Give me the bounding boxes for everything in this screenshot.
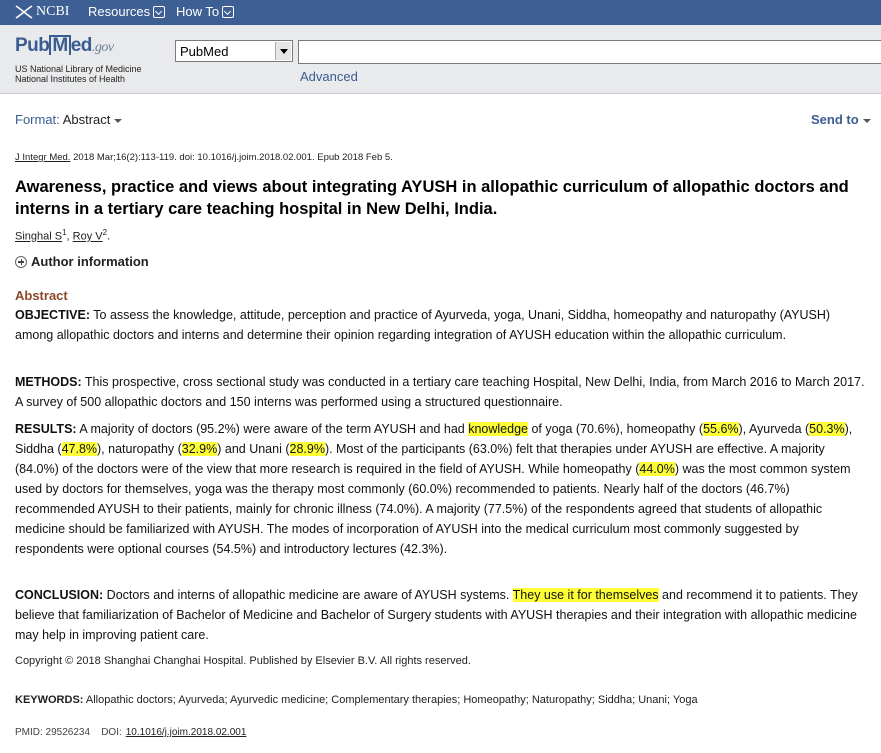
author-information-label: Author information bbox=[31, 254, 149, 269]
results-text: A majority of doctors (95.2%) were aware of the term AYUSH and had bbox=[76, 422, 469, 436]
objective-label: OBJECTIVE: bbox=[15, 308, 91, 322]
article-identifiers bbox=[15, 727, 246, 738]
pubmed-logo[interactable] bbox=[15, 35, 114, 57]
highlight: 28.9% bbox=[289, 442, 325, 456]
format-label: Format: bbox=[15, 112, 60, 127]
author-link-2[interactable]: Roy V bbox=[72, 230, 103, 243]
database-select[interactable] bbox=[175, 40, 293, 62]
send-to-label: Send to bbox=[811, 112, 859, 127]
ncbi-logo-text: NCBI bbox=[36, 4, 70, 19]
doi-link[interactable]: 10.1016/j.joim.2018.02.001 bbox=[125, 727, 247, 738]
results-text: ), Siddha ( bbox=[15, 422, 853, 456]
database-select-value: PubMed bbox=[180, 44, 229, 59]
citation-line bbox=[15, 152, 393, 163]
format-value: Abstract bbox=[62, 112, 111, 127]
caret-down-icon bbox=[114, 119, 122, 123]
conclusion-text: and recommend it to patients. They believe that familiarization of Bachelor of Medicine and Bachelor of Surgery students with AYUSH therapies and their integration with allopathic medicine may help in improving patient care. bbox=[15, 588, 858, 642]
resources-label: Resources bbox=[88, 4, 151, 19]
conclusion-label: CONCLUSION: bbox=[15, 588, 104, 602]
abstract-methods bbox=[15, 372, 865, 412]
conclusion-text: Doctors and interns of allopathic medicine are aware of AYUSH systems. bbox=[103, 588, 513, 602]
caret-down-icon bbox=[863, 119, 871, 123]
highlight: 50.3% bbox=[809, 422, 845, 436]
abstract-results bbox=[15, 419, 865, 559]
author-list: Singhal $S^1$, Roy $V^2$. bbox=[15, 228, 111, 243]
highlight: 32.9% bbox=[181, 442, 218, 456]
highlight: 44.0% bbox=[639, 462, 675, 476]
article-title: Awareness, practice and views about integrating AYUSH in allopathic curriculum of allopathic doctors and interns in a tertiary care teaching hospital in New Delhi, India. bbox=[15, 178, 849, 218]
pubmed-header bbox=[0, 25, 881, 94]
highlight: 47.8% bbox=[61, 442, 98, 456]
nlm-caption bbox=[15, 64, 142, 84]
advanced-link[interactable]: Advanced bbox=[300, 69, 358, 84]
citation-details: 2018 Mar;16(2):113-119. doi: 10.1016/j.joim.2018.02.001. Epub 2018 Feb 5. bbox=[70, 152, 393, 163]
search-input[interactable] bbox=[298, 40, 881, 64]
chevron-down-icon bbox=[153, 6, 165, 18]
results-text: ). Most of the participants (63.0%) felt that therapies under AYUSH are effective. A majority (84.0%) of the doctors were of the view that more research is required in the field of AYUSH. While homeopathy ( bbox=[15, 442, 825, 476]
logo-m: M bbox=[49, 35, 70, 55]
abstract-objective bbox=[15, 305, 865, 345]
keywords-label: KEYWORDS: bbox=[15, 694, 84, 706]
results-text: ) and Unani ( bbox=[217, 442, 290, 456]
author-information-toggle[interactable] bbox=[15, 254, 149, 269]
keywords bbox=[15, 694, 698, 706]
results-text: ) was the most common system used by doctors for themselves, yoga was the therapy most commonly (60.0%) recommended to patients. Nearly half of the doctors (46.7%) recommended AYUSH to their patients, mainly for chronic illness (74.0%). A majority (77.5%) of the respondents agreed that students of allopathic medicine should be familiarized with AYUSH. The modes of incorporation of AYUSH into the medical curriculum most commonly suggested by respondents were optional courses (54.5%) and introductory lectures (42.3%). bbox=[15, 462, 851, 556]
logo-pub: Pub bbox=[15, 35, 50, 56]
results-text: of yoga (70.6%), homeopathy ( bbox=[527, 422, 704, 436]
nlm-line-1: US National Library of Medicine bbox=[15, 64, 142, 74]
author-link-1[interactable]: Singhal S bbox=[15, 230, 63, 243]
results-label: RESULTS: bbox=[15, 422, 77, 436]
methods-label: METHODS: bbox=[15, 375, 82, 389]
methods-text: This prospective, cross sectional study was conducted in a tertiary care teaching Hospital, New Delhi, India, from March 2016 to March 2017. A survey of 500 allopathic doctors and 150 interns was performed using a structured questionnaire. bbox=[15, 375, 865, 409]
author-affil-1: 1 bbox=[62, 228, 67, 237]
ncbi-helix-icon bbox=[14, 4, 34, 20]
abstract-heading: Abstract bbox=[15, 288, 68, 303]
dropdown-arrow-icon bbox=[275, 42, 291, 60]
pmid: PMID: 29526234 bbox=[15, 727, 91, 738]
ncbi-top-bar bbox=[0, 0, 881, 25]
nlm-line-2: National Institutes of Health bbox=[15, 74, 126, 84]
author-affil-2: 2 bbox=[102, 228, 108, 237]
abstract-conclusion bbox=[15, 585, 865, 645]
howto-label: How To bbox=[176, 4, 220, 19]
send-to-menu[interactable] bbox=[811, 112, 871, 127]
highlight: knowledge bbox=[468, 422, 528, 436]
doi-label: DOI: bbox=[101, 727, 122, 738]
highlight: They use it for themselves bbox=[512, 588, 659, 602]
resources-menu[interactable] bbox=[88, 4, 165, 19]
objective-text: To assess the knowledge, attitude, perception and practice of Ayurveda, yoga, Unani, Siddha, homeopathy and naturopathy (AYUSH) among allopathic doctors and interns and determine their opinion regarding integration of AYUSH education within the allopathic curriculum. bbox=[15, 308, 831, 342]
expand-plus-icon bbox=[15, 256, 27, 268]
results-text: ), Ayurveda ( bbox=[738, 422, 810, 436]
journal-link[interactable]: J Integr Med. bbox=[15, 152, 71, 163]
howto-menu[interactable] bbox=[176, 4, 234, 19]
format-menu[interactable] bbox=[15, 112, 122, 127]
ncbi-logo[interactable] bbox=[14, 4, 69, 20]
logo-gov: .gov bbox=[91, 40, 114, 55]
logo-ed: ed bbox=[70, 35, 92, 56]
chevron-down-icon bbox=[222, 6, 234, 18]
keywords-text: Allopathic doctors; Ayurveda; Ayurvedic medicine; Complementary therapies; Homeopathy; Naturopathy; Siddha; Unani; Yoga bbox=[83, 694, 698, 706]
copyright-notice: Copyright © 2018 Shanghai Changhai Hospital. Published by Elsevier B.V. All rights reserved. bbox=[15, 655, 471, 667]
highlight: 55.6% bbox=[703, 422, 739, 436]
results-text: ), naturopathy ( bbox=[97, 442, 182, 456]
